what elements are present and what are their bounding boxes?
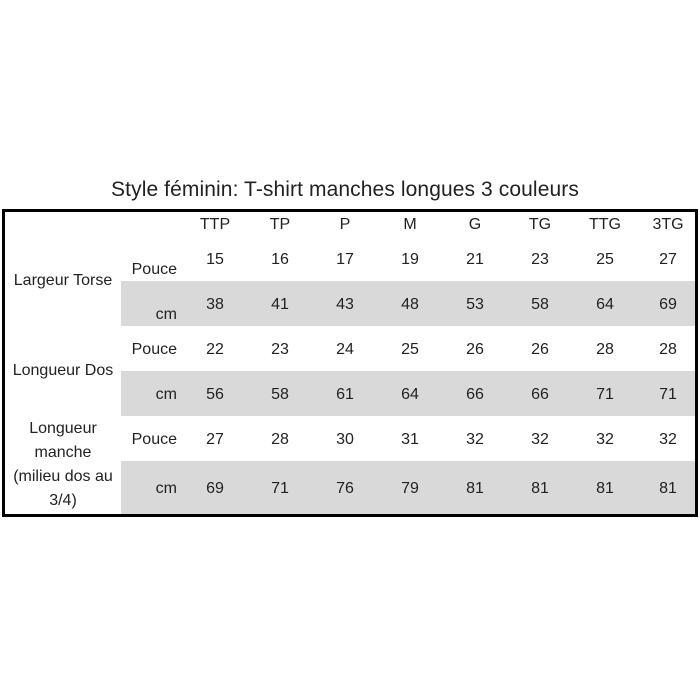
- group-label-line: Longueur Dos: [12, 362, 114, 379]
- table-cell: 64: [401, 386, 419, 403]
- table-cell: 58: [531, 296, 549, 313]
- table-cell: 31: [401, 431, 419, 448]
- table-cell: 38: [206, 296, 224, 313]
- col-header-tp: TP: [269, 216, 291, 233]
- table-cell: 26: [466, 341, 484, 358]
- table-cell: 32: [596, 431, 614, 448]
- table-cell: 48: [401, 296, 419, 313]
- table-cell: 22: [206, 341, 224, 358]
- table-cell: 69: [206, 480, 224, 497]
- table-cell: 24: [336, 341, 354, 358]
- size-table: [2, 209, 698, 517]
- col-header-ttg: TTG: [589, 216, 621, 233]
- table-cell: 26: [531, 341, 549, 358]
- unit-label-cm: cm: [155, 480, 177, 497]
- table-cell: 27: [659, 251, 677, 268]
- col-header-g: G: [468, 216, 482, 233]
- table-cell: 25: [401, 341, 419, 358]
- table-cell: 81: [531, 480, 549, 497]
- table-cell: 61: [336, 386, 354, 403]
- page-title: Style féminin: T-shirt manches longues 3 couleurs: [111, 178, 579, 201]
- group-label-line: manche: [34, 444, 92, 461]
- table-cell: 21: [466, 251, 484, 268]
- col-header-p: P: [339, 216, 351, 233]
- table-cell: 81: [596, 480, 614, 497]
- table-cell: 23: [271, 341, 289, 358]
- col-header-m: M: [403, 216, 417, 233]
- table-cell: 81: [659, 480, 677, 497]
- table-cell: 15: [206, 251, 224, 268]
- unit-label-cm: cm: [155, 386, 177, 403]
- table-cell: 19: [401, 251, 419, 268]
- group-label-line: Longueur: [29, 420, 97, 437]
- unit-label-cm: cm: [155, 306, 177, 323]
- table-cell: 76: [336, 480, 354, 497]
- table-cell: 41: [271, 296, 289, 313]
- table-cell: 32: [466, 431, 484, 448]
- unit-label-pouce: Pouce: [131, 341, 177, 358]
- table-cell: 16: [271, 251, 289, 268]
- group-label-line: 3/4): [49, 492, 77, 509]
- group-label-longueur-dos: [5, 359, 121, 383]
- table-cell: 58: [271, 386, 289, 403]
- unit-label-pouce: Pouce: [131, 261, 177, 278]
- table-cell: 32: [659, 431, 677, 448]
- table-cell: 17: [336, 251, 354, 268]
- table-cell: 30: [336, 431, 354, 448]
- group-label-line: Largeur Torse: [13, 272, 113, 289]
- col-header-ttp: TTP: [199, 216, 231, 233]
- table-cell: 71: [271, 480, 289, 497]
- table-cell: 71: [659, 386, 677, 403]
- table-cell: 28: [596, 341, 614, 358]
- table-cell: 64: [596, 296, 614, 313]
- table-cell: 27: [206, 431, 224, 448]
- table-cell: 28: [271, 431, 289, 448]
- table-cell: 66: [531, 386, 549, 403]
- table-cell: 32: [531, 431, 549, 448]
- table-cell: 23: [531, 251, 549, 268]
- table-cell: 66: [466, 386, 484, 403]
- group-label-line: (milieu dos au: [13, 468, 113, 485]
- table-cell: 53: [466, 296, 484, 313]
- table-cell: 28: [659, 341, 677, 358]
- table-cell: 69: [659, 296, 677, 313]
- table-cell: 43: [336, 296, 354, 313]
- group-label-largeur-torse: [5, 269, 121, 293]
- col-header-3tg: 3TG: [652, 216, 684, 233]
- table-cell: 71: [596, 386, 614, 403]
- group-label-longueur-manche: [5, 417, 121, 513]
- table-cell: 25: [596, 251, 614, 268]
- table-cell: 81: [466, 480, 484, 497]
- table-cell: 56: [206, 386, 224, 403]
- unit-label-pouce: Pouce: [131, 431, 177, 448]
- table-cell: 79: [401, 480, 419, 497]
- col-header-tg: TG: [528, 216, 552, 233]
